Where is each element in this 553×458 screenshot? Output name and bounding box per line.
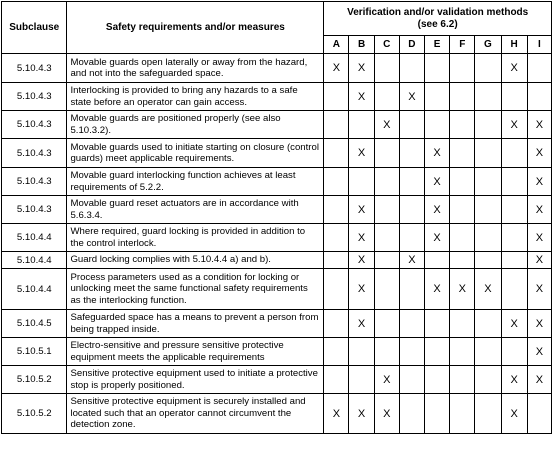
method-column-header: D — [399, 36, 424, 54]
method-mark-cell — [399, 139, 424, 168]
method-mark-cell — [450, 83, 475, 111]
subclause-cell: 5.10.4.4 — [2, 252, 67, 269]
method-mark-cell — [399, 394, 424, 434]
method-mark-cell — [475, 196, 501, 224]
method-mark-cell: X — [349, 310, 374, 338]
method-mark-cell — [450, 366, 475, 394]
method-mark-cell — [501, 224, 527, 252]
subclause-cell: 5.10.5.2 — [2, 366, 67, 394]
method-mark-cell: X — [349, 269, 374, 310]
subclause-cell: 5.10.4.4 — [2, 269, 67, 310]
subclause-cell: 5.10.4.3 — [2, 83, 67, 111]
method-mark-cell — [475, 338, 501, 366]
subclause-cell: 5.10.5.2 — [2, 394, 67, 434]
method-mark-cell — [475, 168, 501, 196]
method-mark-cell — [324, 366, 349, 394]
method-mark-cell — [374, 310, 399, 338]
method-mark-cell — [425, 54, 450, 83]
method-mark-cell — [527, 83, 551, 111]
method-mark-cell: X — [501, 310, 527, 338]
method-mark-cell — [501, 269, 527, 310]
methods-header-line2: (see 6.2) — [417, 18, 458, 30]
method-mark-cell: X — [425, 224, 450, 252]
method-mark-cell — [450, 139, 475, 168]
method-mark-cell: X — [349, 252, 374, 269]
method-mark-cell — [450, 111, 475, 139]
subclause-cell: 5.10.4.3 — [2, 168, 67, 196]
table-row — [2, 224, 552, 252]
table-row — [2, 394, 552, 434]
method-mark-cell — [399, 168, 424, 196]
methods-header-line1: Verification and/or validation methods — [347, 6, 529, 18]
method-mark-cell — [349, 366, 374, 394]
method-column-header: C — [374, 36, 399, 54]
requirement-cell: Movable guards are positioned properly (see also 5.10.3.2). — [67, 111, 324, 139]
method-mark-cell — [425, 83, 450, 111]
requirement-cell: Movable guard interlocking function achieves at least requirements of 5.2.2. — [67, 168, 324, 196]
method-mark-cell — [450, 338, 475, 366]
method-mark-cell — [475, 310, 501, 338]
method-mark-cell: X — [527, 338, 551, 366]
subclause-cell: 5.10.4.3 — [2, 139, 67, 168]
method-mark-cell — [450, 196, 475, 224]
method-mark-cell: X — [527, 252, 551, 269]
verification-table — [1, 1, 552, 434]
method-mark-cell — [475, 83, 501, 111]
method-mark-cell: X — [450, 269, 475, 310]
table-body — [2, 54, 552, 434]
method-column-header: I — [527, 36, 551, 54]
method-mark-cell — [374, 252, 399, 269]
method-mark-cell: X — [527, 224, 551, 252]
requirement-cell: Movable guards open laterally or away from the hazard, and not into the safeguarded space. — [67, 54, 324, 83]
method-mark-cell: X — [349, 224, 374, 252]
method-mark-cell: X — [527, 196, 551, 224]
method-mark-cell: X — [374, 111, 399, 139]
table-row — [2, 310, 552, 338]
method-mark-cell — [450, 394, 475, 434]
method-mark-cell: X — [527, 310, 551, 338]
method-mark-cell: X — [425, 196, 450, 224]
table-row — [2, 366, 552, 394]
method-mark-cell — [501, 139, 527, 168]
method-mark-cell: X — [501, 366, 527, 394]
method-mark-cell — [501, 252, 527, 269]
method-column-header: A — [324, 36, 349, 54]
method-mark-cell — [399, 196, 424, 224]
method-mark-cell — [399, 54, 424, 83]
method-mark-cell: X — [324, 54, 349, 83]
table-row — [2, 252, 552, 269]
method-mark-cell — [501, 196, 527, 224]
method-mark-cell: X — [425, 269, 450, 310]
method-mark-cell: X — [399, 252, 424, 269]
method-mark-cell — [374, 139, 399, 168]
table-row — [2, 168, 552, 196]
methods-header — [324, 2, 552, 36]
method-mark-cell — [324, 252, 349, 269]
method-mark-cell — [399, 111, 424, 139]
table-row — [2, 338, 552, 366]
method-mark-cell: X — [527, 139, 551, 168]
method-mark-cell — [374, 224, 399, 252]
method-column-header: E — [425, 36, 450, 54]
table-row — [2, 269, 552, 310]
subclause-cell: 5.10.4.3 — [2, 196, 67, 224]
method-mark-cell — [527, 394, 551, 434]
subclause-cell: 5.10.4.4 — [2, 224, 67, 252]
requirement-cell: Interlocking is provided to bring any hazards to a safe state before an operator can gain access. — [67, 83, 324, 111]
method-mark-cell — [349, 111, 374, 139]
method-mark-cell — [450, 252, 475, 269]
requirement-cell: Movable guard reset actuators are in accordance with 5.6.3.4. — [67, 196, 324, 224]
method-mark-cell — [324, 269, 349, 310]
requirement-cell: Safeguarded space has a means to prevent a person from being trapped inside. — [67, 310, 324, 338]
method-mark-cell — [425, 366, 450, 394]
subclause-header: Subclause — [2, 2, 67, 54]
requirements-header: Safety requirements and/or measures — [67, 2, 324, 54]
method-mark-cell — [475, 224, 501, 252]
requirement-cell: Guard locking complies with 5.10.4.4 a) and b). — [67, 252, 324, 269]
method-mark-cell: X — [501, 111, 527, 139]
method-mark-cell: X — [399, 83, 424, 111]
requirement-cell: Movable guards used to initiate starting on closure (control guards) meet applicable requirements. — [67, 139, 324, 168]
method-mark-cell — [399, 224, 424, 252]
method-mark-cell: X — [501, 394, 527, 434]
table-row — [2, 139, 552, 168]
method-mark-cell — [475, 252, 501, 269]
method-mark-cell: X — [349, 83, 374, 111]
method-mark-cell: X — [425, 139, 450, 168]
method-mark-cell: X — [425, 168, 450, 196]
subclause-cell: 5.10.4.5 — [2, 310, 67, 338]
method-mark-cell — [501, 168, 527, 196]
method-mark-cell — [374, 196, 399, 224]
method-mark-cell: X — [527, 366, 551, 394]
method-mark-cell: X — [527, 111, 551, 139]
method-mark-cell — [399, 310, 424, 338]
method-mark-cell: X — [374, 366, 399, 394]
method-mark-cell — [425, 310, 450, 338]
requirement-cell: Electro-sensitive and pressure sensitive protective equipment meets the applicable requirements — [67, 338, 324, 366]
method-mark-cell — [399, 269, 424, 310]
method-mark-cell — [374, 83, 399, 111]
method-mark-cell — [501, 83, 527, 111]
method-mark-cell — [425, 338, 450, 366]
method-mark-cell — [324, 83, 349, 111]
table-row — [2, 196, 552, 224]
method-mark-cell — [425, 252, 450, 269]
method-mark-cell — [450, 224, 475, 252]
method-mark-cell — [475, 394, 501, 434]
method-mark-cell — [324, 338, 349, 366]
method-mark-cell — [374, 168, 399, 196]
method-mark-cell — [349, 338, 374, 366]
method-mark-cell — [324, 224, 349, 252]
method-mark-cell — [324, 196, 349, 224]
method-mark-cell: X — [349, 394, 374, 434]
method-mark-cell: X — [349, 54, 374, 83]
method-mark-cell — [324, 139, 349, 168]
method-column-header: B — [349, 36, 374, 54]
method-mark-cell — [450, 310, 475, 338]
requirement-cell: Sensitive protective equipment used to initiate a protective stop is properly positioned. — [67, 366, 324, 394]
method-mark-cell — [475, 111, 501, 139]
table-row — [2, 111, 552, 139]
method-mark-cell — [425, 111, 450, 139]
method-mark-cell — [324, 111, 349, 139]
method-mark-cell — [425, 394, 450, 434]
method-mark-cell: X — [527, 168, 551, 196]
method-mark-cell — [501, 338, 527, 366]
requirement-cell: Sensitive protective equipment is securely installed and located such that an operator cannot circumvent the detection zone. — [67, 394, 324, 434]
requirement-cell: Process parameters used as a condition for locking or unlocking meet the same functional safety requirements as the interlocking function. — [67, 269, 324, 310]
method-column-header: H — [501, 36, 527, 54]
method-mark-cell: X — [349, 139, 374, 168]
method-mark-cell: X — [501, 54, 527, 83]
method-mark-cell — [475, 54, 501, 83]
method-mark-cell: X — [324, 394, 349, 434]
method-mark-cell — [374, 54, 399, 83]
subclause-cell: 5.10.4.3 — [2, 54, 67, 83]
method-column-header: G — [475, 36, 501, 54]
method-mark-cell: X — [527, 269, 551, 310]
table-row — [2, 54, 552, 83]
method-mark-cell — [374, 338, 399, 366]
method-mark-cell — [324, 310, 349, 338]
subclause-cell: 5.10.5.1 — [2, 338, 67, 366]
method-mark-cell: X — [374, 394, 399, 434]
method-mark-cell — [349, 168, 374, 196]
method-mark-cell — [399, 338, 424, 366]
method-mark-cell — [450, 168, 475, 196]
method-mark-cell — [374, 269, 399, 310]
method-mark-cell — [399, 366, 424, 394]
requirement-cell: Where required, guard locking is provided in addition to the control interlock. — [67, 224, 324, 252]
method-mark-cell — [450, 54, 475, 83]
method-mark-cell — [475, 139, 501, 168]
method-column-header: F — [450, 36, 475, 54]
method-mark-cell — [475, 366, 501, 394]
method-mark-cell: X — [349, 196, 374, 224]
table-row — [2, 83, 552, 111]
subclause-cell: 5.10.4.3 — [2, 111, 67, 139]
method-mark-cell — [324, 168, 349, 196]
method-mark-cell — [527, 54, 551, 83]
method-mark-cell: X — [475, 269, 501, 310]
